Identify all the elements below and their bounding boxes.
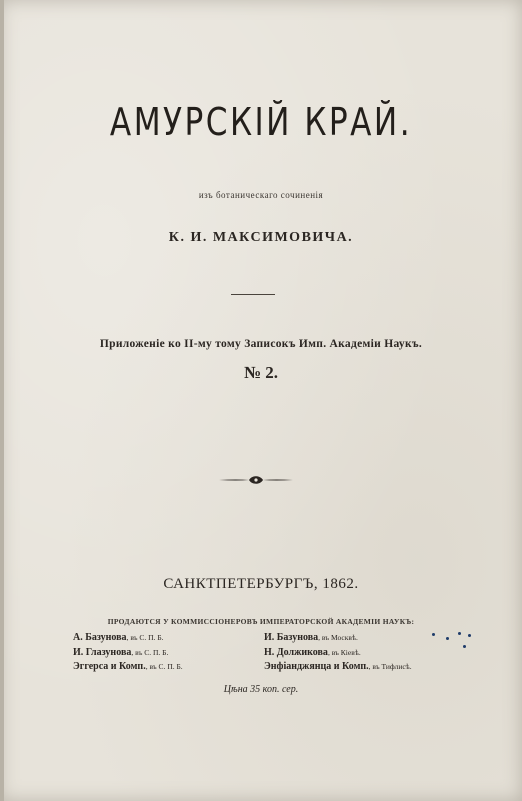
- seller-left-2: [73, 647, 168, 658]
- seller-right-2: [264, 647, 361, 658]
- author-name: К. И. МАКСИМОВИЧА.: [168, 230, 354, 245]
- seller-right-3: [264, 661, 412, 672]
- seller-name: Энфіанджянца и Комп.: [264, 661, 369, 672]
- seller-left-3: [73, 661, 183, 672]
- supplement-line: Приложеніе ко II-му тому Записокъ Имп. Академіи Наукъ.: [99, 338, 423, 350]
- subtitle: изъ ботаническаго сочиненія: [198, 190, 324, 200]
- page-edge: [0, 0, 4, 801]
- seller-name: А. Базунова: [73, 632, 127, 643]
- seller-city: , въ С. П. Б.: [126, 633, 164, 642]
- ink-speck: [446, 637, 449, 640]
- book-title: АМУРСКІЙ КРАЙ.: [109, 100, 413, 144]
- seller-name: Эггерса и Комп.: [73, 661, 146, 672]
- issue-number: № 2.: [243, 363, 279, 382]
- seller-city: , въ Москвѣ.: [318, 633, 358, 642]
- city-year: САНКТПЕТЕРБУРГЪ, 1862.: [163, 576, 359, 592]
- seller-city: , въ С. П. Б.: [131, 648, 169, 657]
- seller-name: Н. Должикова: [264, 647, 328, 658]
- seller-city: , въ Кіевѣ.: [327, 648, 361, 657]
- seller-name: И. Базунова: [264, 632, 319, 643]
- seller-name: И. Глазунова: [73, 647, 132, 658]
- ornament-icon: [219, 474, 293, 486]
- ink-speck: [432, 633, 435, 636]
- divider-rule: [231, 294, 275, 295]
- price-line: Цѣна 35 коп. сер.: [223, 684, 299, 695]
- seller-right-1: [264, 632, 358, 643]
- seller-city: , въ С. П. Б.: [145, 662, 183, 671]
- ink-speck: [468, 634, 471, 637]
- ink-speck: [463, 645, 466, 648]
- sold-by-line: ПРОДАЮТСЯ У КОММИССІОНЕРОВЪ ИМПЕРАТОРСКОЙ АКАДЕМІИ НАУКЪ:: [107, 617, 415, 626]
- seller-left-1: [73, 632, 164, 643]
- ink-speck: [458, 632, 461, 635]
- seller-city: , въ Тифлисѣ.: [368, 662, 412, 671]
